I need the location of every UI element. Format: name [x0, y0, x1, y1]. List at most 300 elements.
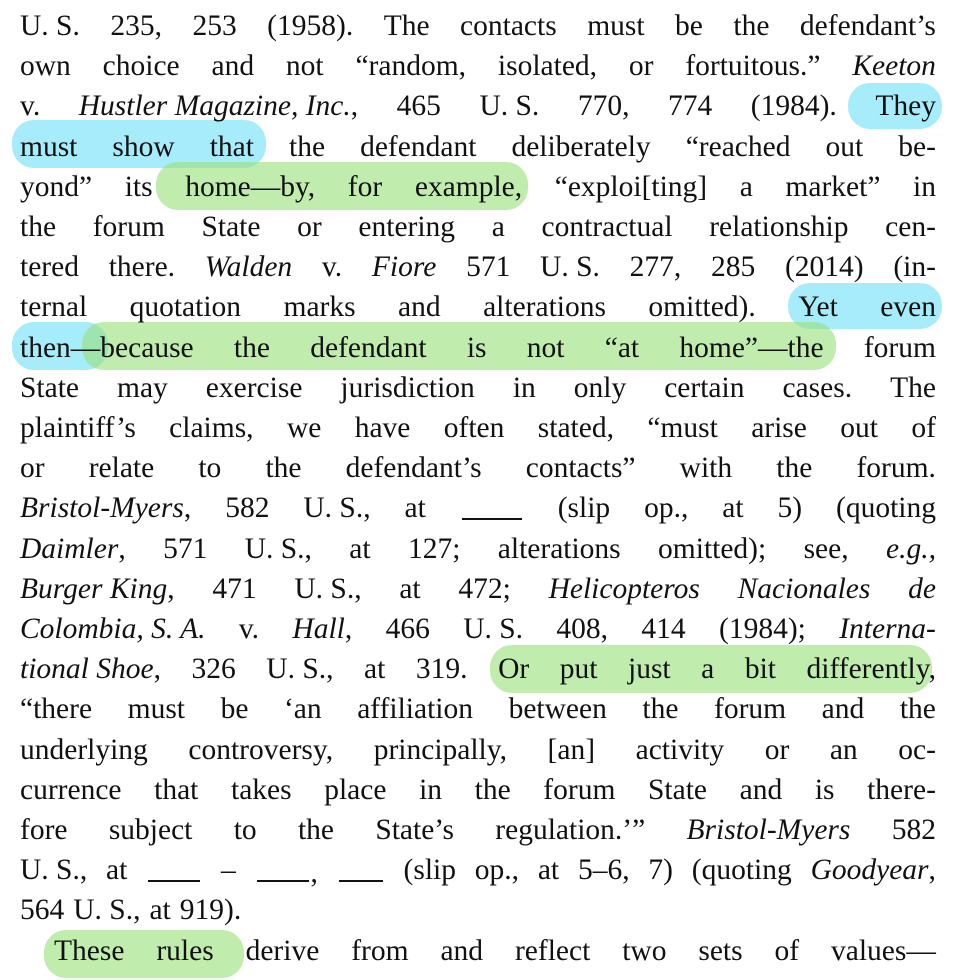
text: The — [383, 10, 430, 42]
word — [245, 529, 312, 569]
word — [73, 890, 140, 930]
word — [239, 609, 259, 649]
text: contacts — [460, 10, 557, 42]
text: jurisdiction — [340, 371, 475, 404]
text: and — [211, 50, 255, 83]
text: own — [20, 50, 71, 83]
text: not — [285, 50, 324, 83]
text: differently, — [806, 653, 936, 686]
word — [885, 207, 936, 247]
text: 582 — [225, 492, 270, 525]
text: 5–6, — [577, 854, 630, 887]
word — [231, 770, 292, 810]
word — [642, 689, 678, 729]
word — [622, 931, 666, 971]
text: or — [20, 452, 45, 485]
word — [836, 488, 936, 528]
text: “random, — [355, 50, 467, 83]
word — [893, 247, 936, 287]
word — [284, 689, 322, 729]
word — [20, 46, 71, 86]
text-line — [20, 247, 936, 287]
word — [701, 649, 714, 689]
word — [298, 810, 334, 850]
text: ‘an — [283, 693, 322, 726]
citation-blank-line — [148, 850, 200, 882]
text: at — [399, 572, 421, 605]
text: 582 — [891, 814, 936, 846]
text: see, — [803, 532, 849, 565]
italic-text: Nacionales — [737, 572, 871, 605]
word — [386, 609, 430, 649]
text: Or — [498, 653, 530, 686]
text: marks — [283, 291, 356, 324]
word — [800, 6, 936, 46]
word — [255, 850, 318, 890]
word — [128, 689, 185, 729]
text: – — [220, 854, 236, 887]
word — [475, 850, 519, 890]
word — [630, 247, 682, 287]
word — [211, 46, 254, 86]
word — [466, 247, 510, 287]
word — [898, 730, 936, 770]
text: and — [398, 291, 441, 324]
word — [733, 6, 769, 46]
word — [483, 287, 606, 327]
text: contacts” — [525, 452, 636, 485]
word — [890, 368, 936, 408]
word — [898, 127, 936, 167]
word — [605, 328, 639, 368]
word — [658, 529, 766, 569]
text: with — [679, 452, 733, 485]
word — [526, 448, 636, 488]
italic-text: Helicopteros — [548, 572, 700, 605]
text: the — [733, 10, 770, 42]
text: “must — [647, 412, 718, 444]
word — [287, 408, 321, 448]
text-line — [20, 529, 936, 569]
word — [892, 810, 936, 850]
text: fortuitous.” — [685, 50, 821, 83]
text: then—because — [20, 331, 194, 364]
word — [419, 770, 442, 810]
text: alterations — [483, 291, 606, 324]
text: at — [349, 532, 371, 565]
word — [416, 649, 468, 689]
text: choice — [102, 50, 180, 83]
word — [556, 609, 608, 649]
word — [324, 770, 386, 810]
italic-text: Keeton — [852, 50, 936, 83]
text: and — [739, 773, 783, 806]
word — [839, 609, 936, 649]
word — [782, 368, 852, 408]
word — [20, 569, 175, 609]
word — [109, 247, 175, 287]
word — [20, 649, 161, 689]
word — [664, 368, 744, 408]
word — [911, 408, 936, 448]
text: , — [928, 854, 936, 887]
word — [578, 86, 630, 126]
word — [225, 488, 269, 528]
word — [206, 368, 303, 408]
text: 127; — [407, 532, 461, 565]
text: subject — [108, 814, 193, 846]
text: of — [774, 934, 800, 967]
word — [908, 569, 936, 609]
text-line — [20, 408, 936, 448]
word — [180, 890, 241, 930]
word — [20, 529, 126, 569]
word — [830, 730, 858, 770]
text: reflect — [514, 934, 591, 967]
word — [460, 488, 524, 528]
text: U. S., — [244, 532, 312, 565]
text: oc- — [898, 733, 936, 766]
word — [355, 408, 411, 448]
text: ternal — [20, 291, 88, 324]
word — [185, 167, 315, 207]
word — [374, 730, 507, 770]
word — [815, 770, 835, 810]
italic-text: Goodyear — [810, 854, 929, 887]
text: isolated, — [497, 50, 598, 83]
text: quotation — [129, 291, 242, 324]
text: at — [106, 854, 128, 887]
text-line — [20, 770, 936, 810]
text: home—by, — [185, 170, 316, 203]
text: plaintiff’s — [20, 412, 136, 444]
word — [648, 287, 755, 327]
text: the — [642, 693, 679, 726]
word — [351, 931, 408, 971]
text: (2014) — [784, 251, 864, 284]
word — [785, 167, 880, 207]
word — [692, 850, 792, 890]
word — [886, 529, 936, 569]
word — [558, 488, 610, 528]
word — [685, 46, 820, 86]
italic-text: e.g., — [886, 532, 936, 565]
text: and — [821, 693, 865, 726]
text: sets — [698, 934, 743, 967]
word — [675, 6, 703, 46]
word — [20, 6, 80, 46]
text: , — [118, 532, 126, 565]
text-line — [20, 287, 936, 327]
word — [527, 328, 565, 368]
text: , — [167, 572, 175, 605]
text: 235, — [110, 10, 162, 42]
word — [686, 127, 791, 167]
word — [831, 931, 936, 971]
word — [364, 649, 385, 689]
word — [542, 207, 673, 247]
word — [125, 167, 153, 207]
text: , — [183, 492, 192, 525]
word — [297, 207, 322, 247]
word — [709, 207, 848, 247]
text-line — [20, 569, 936, 609]
word — [20, 609, 205, 649]
text: at — [537, 854, 560, 887]
text: 7) — [648, 854, 673, 887]
text: there- — [867, 773, 936, 806]
word — [149, 890, 170, 930]
text: forum. — [856, 452, 936, 485]
word — [294, 569, 361, 609]
word — [587, 6, 644, 46]
text: forum — [714, 693, 787, 726]
text: v. — [20, 90, 41, 123]
text: rules — [156, 934, 214, 967]
word — [234, 328, 270, 368]
text: example, — [414, 170, 523, 203]
word — [679, 328, 823, 368]
text: of — [911, 412, 936, 444]
text: The — [890, 371, 936, 404]
word — [864, 328, 936, 368]
text: must — [587, 10, 645, 42]
text: 774 — [667, 90, 713, 123]
text: certain — [664, 371, 745, 404]
text: defendant’s — [345, 452, 482, 485]
word — [109, 810, 193, 850]
text: 277, — [629, 251, 682, 284]
text: 285 — [710, 251, 756, 284]
word — [722, 488, 743, 528]
text: cen- — [885, 211, 936, 243]
text-line — [20, 689, 936, 729]
text: a — [701, 653, 715, 686]
word — [201, 207, 260, 247]
text: out — [840, 412, 878, 444]
text: to — [233, 814, 257, 846]
word — [498, 529, 621, 569]
word — [511, 127, 650, 167]
word — [880, 287, 936, 327]
word — [574, 368, 626, 408]
text: that — [209, 130, 254, 163]
text: State — [20, 371, 79, 404]
word — [360, 127, 476, 167]
text: principally, — [373, 733, 507, 766]
text-line — [20, 167, 936, 207]
word — [346, 448, 482, 488]
word — [698, 931, 742, 971]
text: forum — [92, 211, 165, 243]
text: defendant — [360, 130, 477, 163]
word — [548, 730, 596, 770]
word — [492, 207, 505, 247]
word — [20, 368, 79, 408]
word — [775, 931, 800, 971]
word — [20, 328, 194, 368]
italic-text: Bristol-Myers — [20, 492, 184, 525]
text-line — [20, 890, 936, 930]
text-line — [20, 810, 936, 850]
text: must — [20, 130, 78, 163]
text: 466 — [385, 613, 430, 645]
word — [103, 46, 180, 86]
word — [798, 287, 838, 327]
text: the — [297, 814, 334, 846]
text-line — [20, 730, 936, 770]
text: the — [233, 331, 270, 364]
text: (quoting — [836, 492, 936, 525]
text: is — [466, 331, 487, 364]
text: from — [351, 934, 409, 967]
text-line — [20, 448, 936, 488]
text: entering — [358, 211, 456, 243]
text: show — [112, 130, 175, 163]
text: must — [127, 693, 185, 726]
word — [375, 810, 454, 850]
text: at — [364, 653, 386, 686]
word — [349, 529, 370, 569]
text: at — [722, 492, 744, 525]
word — [20, 810, 68, 850]
word — [680, 448, 732, 488]
word — [444, 408, 505, 448]
word — [856, 448, 935, 488]
word — [711, 247, 755, 287]
word — [357, 689, 473, 729]
text: 571 — [163, 532, 208, 565]
word — [415, 167, 522, 207]
italic-text: tional Shoe — [20, 653, 154, 686]
word — [740, 167, 753, 207]
text-line — [20, 649, 936, 689]
text: out — [825, 130, 864, 163]
word — [310, 328, 426, 368]
text: we — [286, 412, 322, 444]
word — [397, 86, 441, 126]
word — [687, 810, 851, 850]
word — [509, 689, 607, 729]
word — [822, 689, 865, 729]
text: currence — [20, 773, 122, 806]
word — [538, 408, 614, 448]
text: in — [913, 170, 936, 203]
text: relationship — [709, 211, 849, 243]
text: These — [54, 934, 125, 967]
word — [475, 770, 511, 810]
text: (quoting — [691, 854, 792, 887]
word — [20, 127, 77, 167]
word — [578, 850, 630, 890]
word — [221, 850, 236, 890]
text-line — [20, 127, 936, 167]
text: the — [289, 130, 326, 163]
word — [358, 207, 455, 247]
text: the — [20, 211, 57, 243]
text: omitted). — [648, 291, 756, 324]
text: in — [512, 371, 536, 404]
word — [467, 328, 487, 368]
text: the — [899, 693, 936, 726]
word — [372, 247, 436, 287]
text: 465 — [396, 90, 441, 123]
word — [20, 850, 87, 890]
text: (slip — [557, 492, 611, 525]
text: , — [344, 613, 353, 645]
word — [20, 167, 92, 207]
text: U. S. — [463, 613, 524, 645]
word — [460, 6, 557, 46]
text: 253 — [192, 10, 237, 42]
text: 571 — [466, 251, 511, 284]
text: values— — [831, 934, 936, 967]
word — [719, 609, 806, 649]
word — [875, 86, 936, 126]
text: “exploi[ting] — [554, 170, 708, 203]
text: tered — [20, 251, 79, 284]
word — [463, 609, 523, 649]
text: derive — [245, 934, 320, 967]
text: be — [675, 10, 703, 42]
word — [751, 86, 837, 126]
text: op., — [644, 492, 689, 525]
italic-text: Daimler — [20, 532, 119, 565]
word — [106, 850, 127, 890]
word — [20, 86, 40, 126]
word — [117, 368, 168, 408]
text: [an] — [547, 733, 596, 766]
text-line — [20, 6, 936, 46]
text: forum — [863, 331, 936, 364]
text: op., — [474, 854, 520, 887]
word — [479, 86, 539, 126]
word — [404, 850, 456, 890]
text: U. S., — [266, 653, 334, 686]
citation-blank-line — [339, 850, 383, 882]
word — [79, 86, 358, 126]
word — [648, 770, 707, 810]
word — [560, 649, 598, 689]
word — [337, 850, 385, 890]
text: home”—the — [679, 331, 824, 364]
text-line — [20, 609, 936, 649]
word — [641, 609, 685, 649]
text: 919). — [179, 894, 242, 927]
word — [498, 649, 529, 689]
text: between — [508, 693, 607, 726]
text-line — [20, 488, 936, 528]
word — [284, 287, 356, 327]
text: U. S., — [303, 492, 371, 525]
word — [192, 6, 236, 46]
text-line — [20, 46, 936, 86]
text: U. S., — [20, 854, 88, 887]
text: 5) — [777, 492, 803, 525]
word — [188, 730, 333, 770]
word — [210, 127, 254, 167]
word — [785, 247, 864, 287]
word — [776, 448, 812, 488]
word — [20, 287, 87, 327]
text: cases. — [782, 371, 853, 404]
text: even — [880, 291, 936, 324]
word — [647, 408, 717, 448]
text: that — [154, 773, 199, 806]
text-line — [20, 86, 936, 126]
word — [20, 408, 136, 448]
text-line — [20, 328, 936, 368]
